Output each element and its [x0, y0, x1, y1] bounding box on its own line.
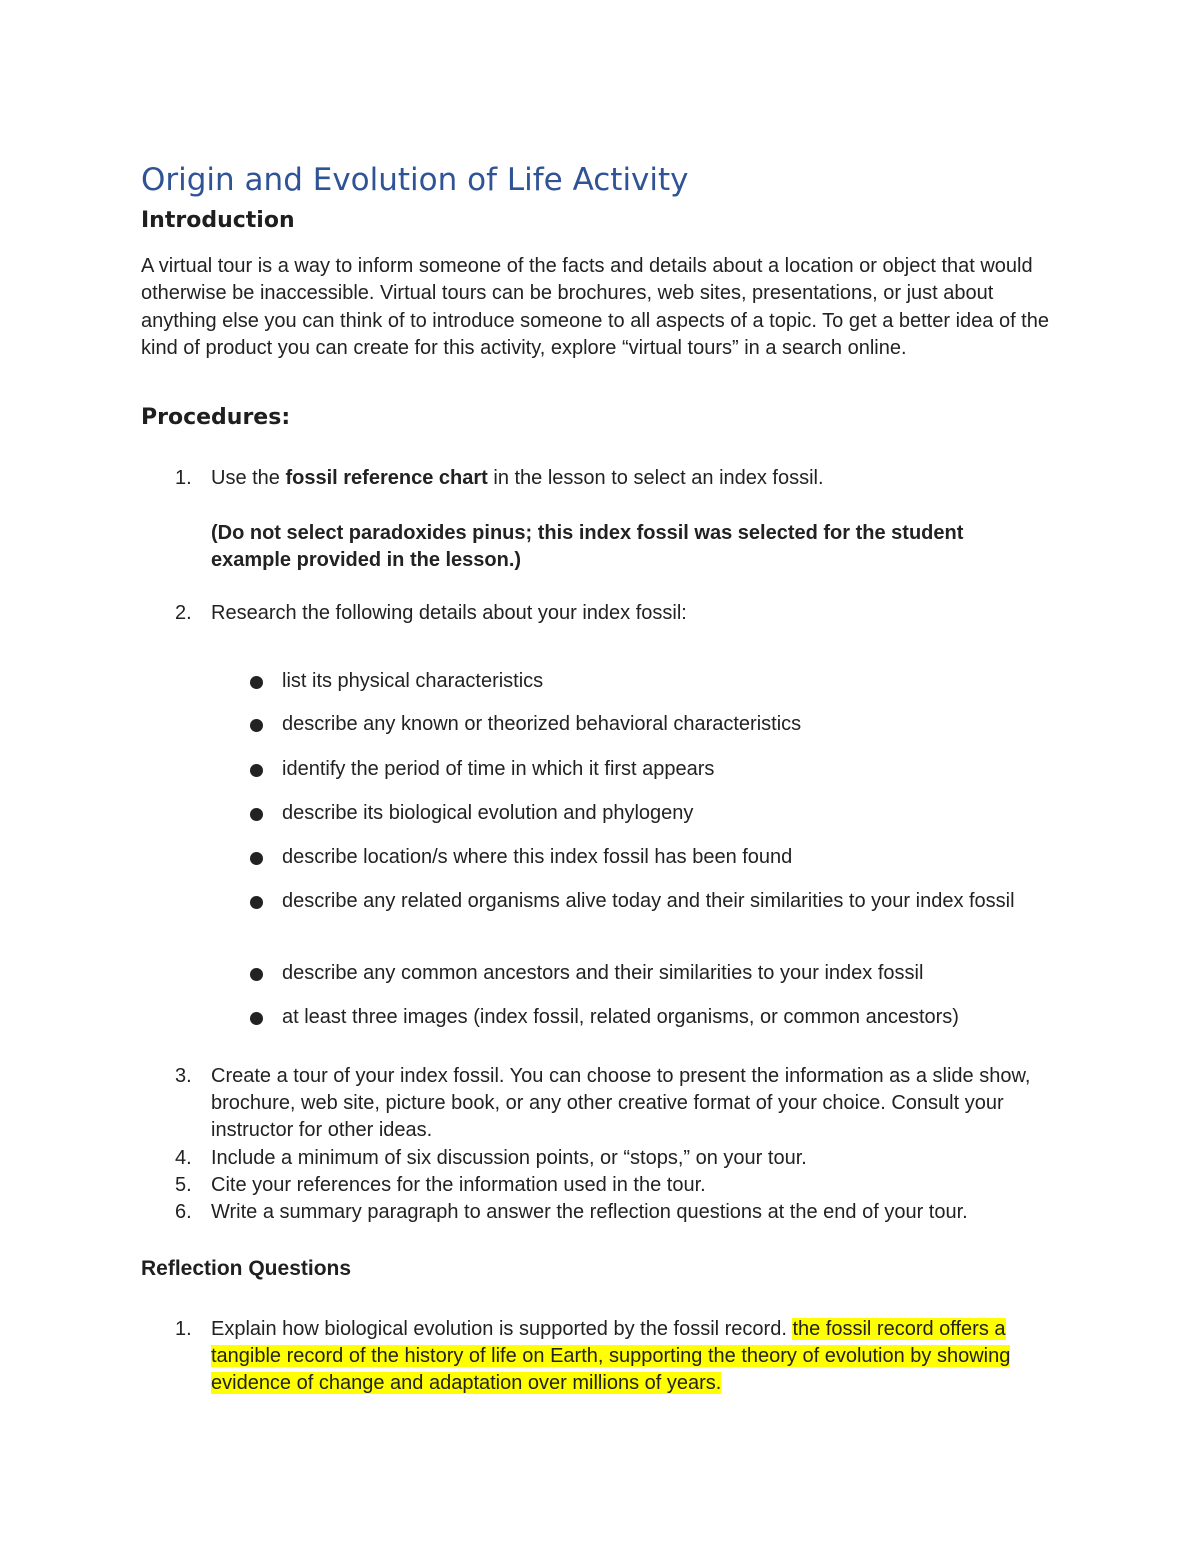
detail-item: describe any related organisms alive today and their similarities to your index fossil: [282, 890, 1015, 912]
step-number: 5.: [175, 1174, 192, 1196]
step-2-text: Research the following details about your index fossil:: [211, 602, 687, 624]
step-6-text: Write a summary paragraph to answer the reflection questions at the end of your tour.: [211, 1201, 968, 1223]
step-5-text: Cite your references for the information used in the tour.: [211, 1174, 706, 1196]
step-4-text: Include a minimum of six discussion points, or “stops,” on your tour.: [211, 1147, 807, 1169]
bullet-icon: [250, 852, 263, 865]
detail-item: identify the period of time in which it first appears: [282, 758, 715, 780]
detail-item: describe its biological evolution and phylogeny: [282, 802, 694, 824]
procedures-heading: Procedures:: [141, 405, 291, 430]
reflection-heading: Reflection Questions: [141, 1257, 352, 1280]
step-number: 2.: [175, 602, 192, 624]
bullet-icon: [250, 764, 263, 777]
detail-item: describe any known or theorized behavioral characteristics: [282, 713, 802, 735]
bullet-icon: [250, 676, 263, 689]
step-number: 1.: [175, 467, 192, 489]
step-number: 6.: [175, 1201, 192, 1223]
detail-item: at least three images (index fossil, related organisms, or common ancestors): [282, 1006, 959, 1028]
bullet-icon: [250, 896, 263, 909]
intro-paragraph: A virtual tour is a way to inform someone of the facts and details about a location or object that would otherwise be inaccessible. Virtual tours can be brochures, web sites, presentations, or just about anything else you can think of to introduce someone to all aspects of a topic. To get a better idea of the kind of product you can create for this activity, explore “virtual tours” in a search online.: [141, 255, 1049, 360]
page-title: Origin and Evolution of Life Activity: [141, 162, 689, 198]
step-number: 4.: [175, 1147, 192, 1169]
bullet-icon: [250, 1012, 263, 1025]
bullet-icon: [250, 808, 263, 821]
step-1-post: in the lesson to select an index fossil.: [487, 467, 824, 489]
question-number: 1.: [175, 1318, 192, 1340]
step-1-note: (Do not select paradoxides pinus; this index fossil was selected for the student example provided in the lesson.): [211, 522, 964, 571]
bullet-icon: [250, 719, 263, 732]
detail-item: list its physical characteristics: [282, 670, 544, 692]
highlighted-answer: the fossil record offers a tangible record of the history of life on Earth, supporting the theory of evolution by showing evidence of change and adaptation over millions of years.: [211, 1318, 1011, 1394]
fossil-reference-chart-term: fossil reference chart: [285, 467, 488, 489]
detail-item: describe any common ancestors and their similarities to your index fossil: [282, 962, 924, 984]
bullet-icon: [250, 968, 263, 981]
step-number: 3.: [175, 1065, 192, 1087]
detail-item: describe location/s where this index fossil has been found: [282, 846, 793, 868]
step-1-pre: Use the: [211, 467, 286, 489]
introduction-heading: Introduction: [141, 208, 295, 233]
step-3-text: Create a tour of your index fossil. You can choose to present the information as a slide show, brochure, web site, picture book, or any other creative format of your choice. Consult your instructor for other ideas.: [211, 1065, 1031, 1141]
question-text: Explain how biological evolution is supported by the fossil record.: [211, 1318, 793, 1340]
step-1-text: [211, 465, 1071, 492]
reflection-question-1: [211, 1316, 1061, 1397]
